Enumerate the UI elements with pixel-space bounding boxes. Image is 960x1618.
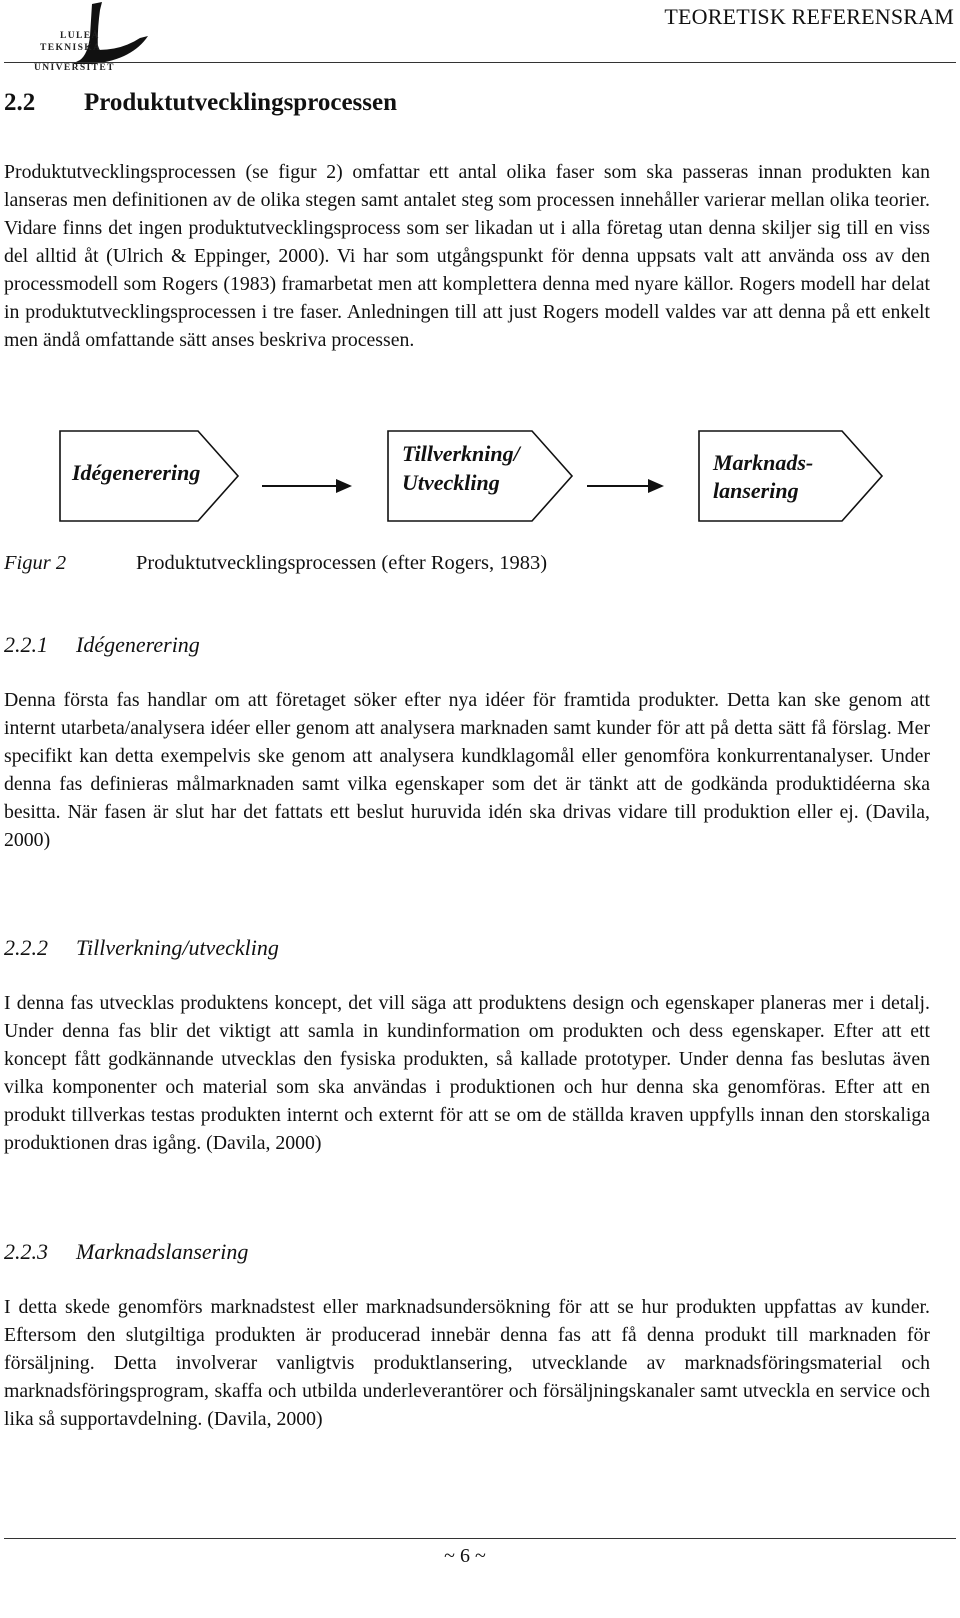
arrow-1-head [336, 479, 352, 493]
section-heading [4, 89, 397, 117]
figure-caption [4, 552, 547, 575]
subsection-heading-2 [4, 935, 279, 961]
header-divider [4, 62, 956, 63]
running-header: TEORETISK REFERENSRAM [664, 4, 954, 29]
arrow-2-head [648, 479, 664, 493]
subsection-heading-3 [4, 1239, 248, 1265]
university-logo-graphic [0, 0, 160, 78]
phase-label-3b: lansering [713, 478, 799, 503]
figure-caption-text: Produktutvecklingsprocessen (efter Rogers, 1983) [136, 552, 548, 574]
section-number: 2.2 [4, 89, 36, 116]
process-figure [0, 425, 930, 535]
subsection-title: Tillverkning/utveckling [76, 935, 279, 960]
phase-label-1: Idégenerering [72, 460, 201, 485]
phase-label-2a: Tillverkning/ [402, 441, 520, 466]
phase-box-marknadslansering [699, 431, 882, 521]
logo-line-3: UNIVERSITET [34, 63, 115, 73]
subsection-paragraph-2: I denna fas utvecklas produktens koncept, det vill säga att produktens design och egenskaper planeras mer i detalj. Under denna fas blir det viktigt att samla in kundinformation om produkten och dess egenskaper. Efter att ett koncept fått godkännande utvecklas den fysiska produkten, så kallade prototyper. Under denna fas beslutas även vilka komponenter och material som ska användas i produktionen och hur denna ska genomföras. Efter att en produkt tillverkas testas produkten internt och externt för att se om de ställda kraven uppfylls innan den storskaliga produktionen dras igång. (Davila, 2000) [4, 992, 930, 1154]
subsection-paragraph-3: I detta skede genomförs marknadstest eller marknadsundersökning för att se hur produkten uppfattas av kunder. Eftersom den slutgiltiga produkten är producerad innebär denna fas att få denna produkt till marknaden för försäljning. Detta involverar vanligtvis produktlansering, utvecklande av marknadsföringsmaterial och marknadsföringsprogram, skaffa och utbilda underleverantörer och försäljningskanaler samt utveckla en service och lika så supportavdelning. (Davila, 2000) [4, 1296, 930, 1430]
subsection-title: Idégenerering [76, 632, 200, 657]
section-title: Produktutvecklingsprocessen [84, 89, 398, 116]
page-number: ~ 6 ~ [444, 1545, 486, 1567]
subsection-number: 2.2.2 [4, 935, 48, 960]
process-diagram [0, 425, 930, 535]
logo-line-1: LULEÅ [60, 31, 100, 41]
intro-paragraph: Produktutvecklingsprocessen (se figur 2) omfattar ett antal olika faser som ska passeras innan produkten kan lanseras men definitionen av de olika stegen samt antalet steg som processen innehåller varierar mellan olika teorier. Vidare finns det ingen produktutvecklingsprocess som ser likadan ut i alla företag utan denna skiljer sig till en viss del alltid åt (Ulrich & Eppinger, 2000). Vi har som utgångspunkt för denna uppsats valt att använda oss av den processmodell som Rogers (1983) framarbetat men att komplettera denna med nyare källor. Rogers modell har delat in produktutvecklingsprocessen i tre faser. Anledningen till att just Rogers modell valdes var att denna på ett enkelt men ändå omfattande sätt anses beskriva processen. [4, 161, 930, 351]
subsection-number: 2.2.1 [4, 632, 48, 657]
phase-label-2b: Utveckling [402, 470, 500, 495]
subsection-number: 2.2.3 [4, 1239, 48, 1264]
figure-caption-label: Figur 2 [4, 552, 67, 574]
subsection-title: Marknadslansering [76, 1239, 249, 1264]
subsection-paragraph-1: Denna första fas handlar om att företaget söker efter nya idéer för framtida produkter. Detta kan ske genom att internt utarbeta/analysera idéer eller genom att analysera marknaden samt kunder för att på detta sätt få förslag. Mer specifikt kan detta exempelvis ske genom att analysera kundklagomål eller genomföra konkurrentanalyser. Under denna fas definieras målmarknaden samt vilka egenskaper som det är tänkt att de godkända produktidéerna ska besitta. När fasen är slut har det fattats ett beslut huruvida idén ska drivas vidare till produktion eller ej. (Davila, 2000) [4, 689, 930, 851]
phase-label-3a: Marknads- [713, 450, 814, 475]
subsection-heading-1 [4, 632, 200, 658]
logo-line-2: TEKNISKA [40, 43, 102, 53]
university-logo [0, 0, 160, 78]
footer-divider [4, 1538, 956, 1539]
